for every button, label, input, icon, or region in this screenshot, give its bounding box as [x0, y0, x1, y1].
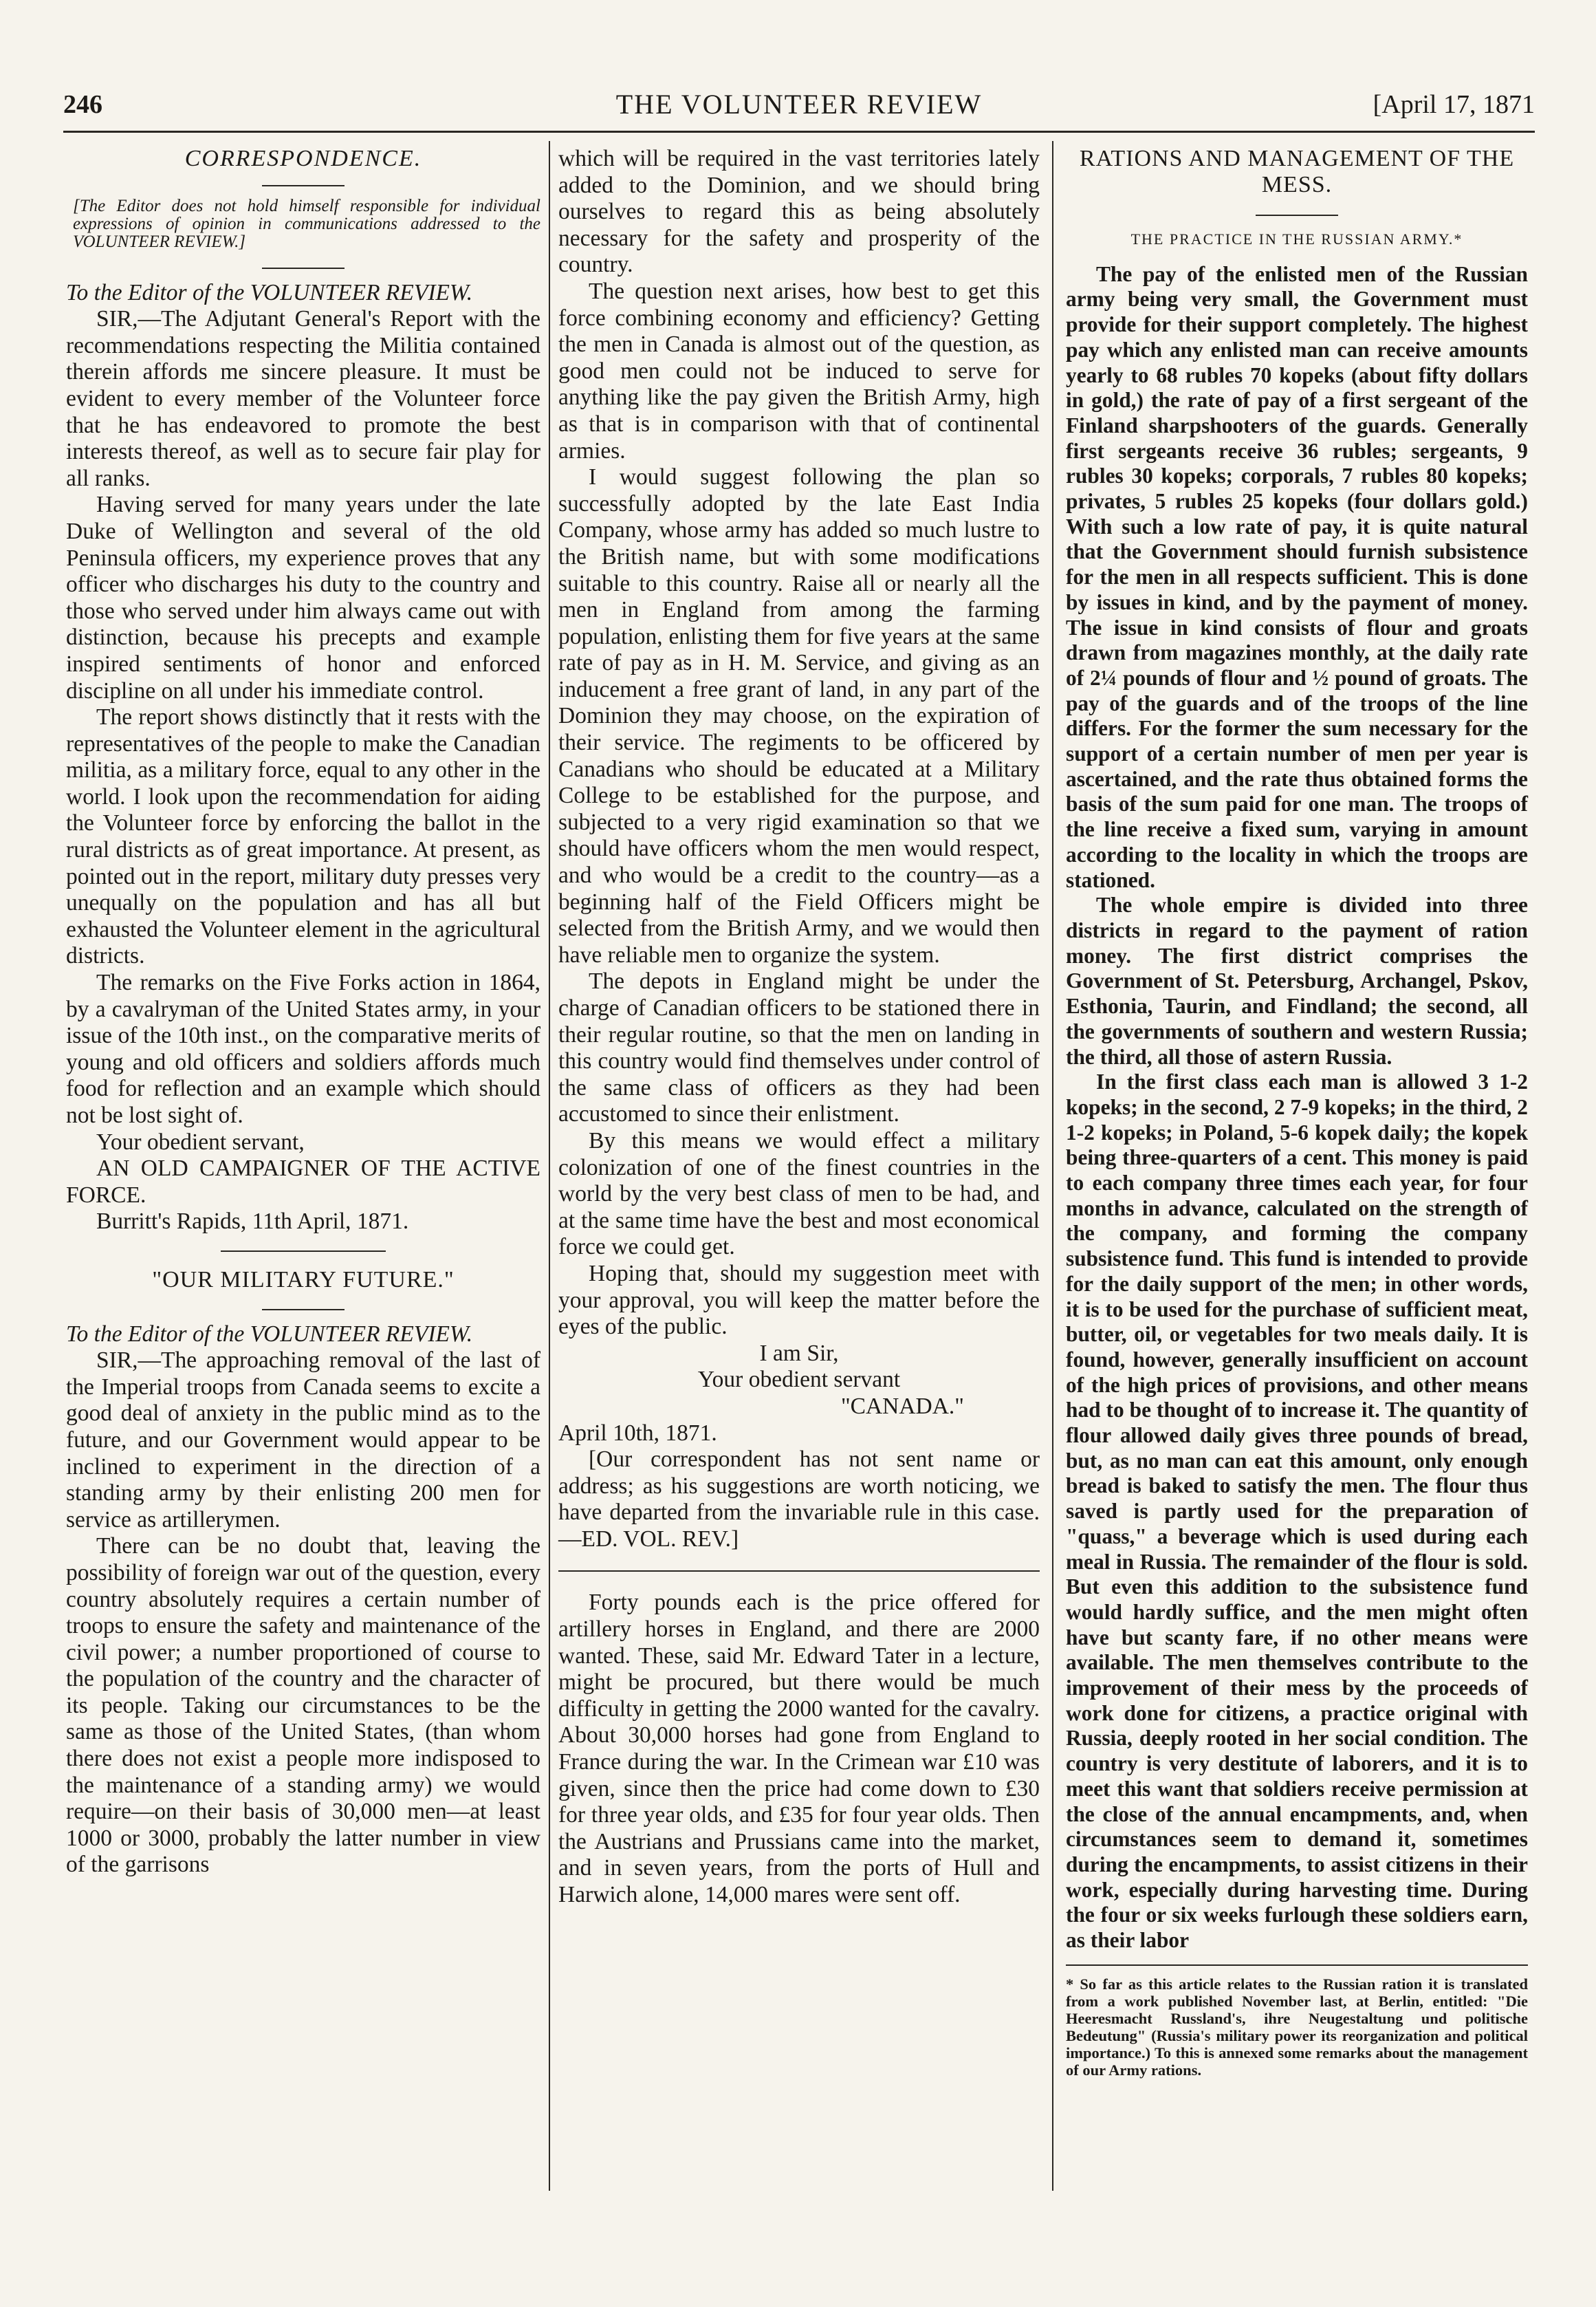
editor-note: [Our correspondent has not sent name or address; as his suggestions are worth noticing, we have departed from the invariable rule in this case.—ED. VOL. REV.]	[558, 1447, 1040, 1552]
title-rule	[262, 185, 345, 186]
letter1-signature: AN OLD CAMPAIGNER OF THE ACTIVE FORCE.	[66, 1156, 540, 1208]
column-3	[1066, 146, 1528, 2079]
article-rule	[221, 1250, 386, 1252]
header-rule	[63, 131, 1535, 133]
letter1-paragraph: The remarks on the Five Forks action in 1864, by a cavalryman of the United States army, in your issue of the 10th inst., on the comparative merits of young and old officers and soldiers affords much food for reflection and an example which should not be lost sight of.	[66, 970, 540, 1128]
letter1-paragraph: The report shows distinctly that it rests with the representatives of the people to make the Canadian militia, as a military force, equal to any other in the world. I look upon the recommendation for aiding the Volunteer force by enforcing the ballot in the rural districts as of great importance. At present, as pointed out in the report, military duty presses very unequally on the population and has all but exhausted the Volunteer element in the agricultural districts.	[66, 704, 540, 969]
editor-disclaimer: [The Editor does not hold himself responsible for individual expressions of opinion in communications addressed to the VOLUNTEER REVIEW.]	[73, 196, 540, 251]
letter2-paragraph: By this means we would effect a military colonization of one of the finest countries in the world by the very best class of men to be had, and at the same time have the best and most economical force we could get.	[558, 1127, 1040, 1260]
letter2-closing: Your obedient servant	[697, 1367, 901, 1393]
footnote-rule	[1066, 1964, 1528, 1966]
letter2-paragraph: The depots in England might be under the charge of Canadian officers to be stationed there in their regular routine, so that the men on landing in this country would find themselves under control of the same class of officers as they had been accustomed to since their enlistment.	[558, 968, 1040, 1127]
rations-article-title: RATIONS AND MANAGEMENT OF THE MESS.	[1079, 146, 1515, 197]
page-number: 246	[63, 90, 102, 119]
issue-date: [April 17, 1871	[1373, 90, 1535, 119]
section-title-correspondence: CORRESPONDENCE.	[184, 146, 422, 171]
footnote: * So far as this article relates to the Russian ration it is translated from a work published November last, at Berlin, entitled: "Die Heeresmacht Russland's, ihre Neugestaltung und politische Bedeutung" (Russia's military power its reorganization and political importance.) To this is annexed some remarks about the management of our Army rations.	[1066, 1975, 1528, 2079]
letter2-continuation: which will be required in the vast territories lately added to the Dominion, and we should bring ourselves to regard this as being absolutely necessary for the safety and prosperity of the country.	[558, 146, 1040, 278]
rations-paragraph: The pay of the enlisted men of the Russian army being very small, the Government must provide for their support completely. The highest pay which any enlisted man can receive amounts yearly to 68 rubles 70 kopeks (about fifty dollars in gold,) the rate of pay of a first sergeant of the Finland sharpshooters of the guards. Generally first sergeants receive 36 rubles; sergeants, 9 rubles 30 kopeks; corporals, 7 rubles 80 kopeks; privates, 5 rubles 25 kopeks (four dollars gold.) With such a low rate of pay, it is quite natural that the Government should furnish subsistence for the men in all respects sufficient. This is done by issues in kind, and by the payment of money. The issue in kind consists of flour and groats drawn from magazines monthly, at the daily rate of 2¼ pounds of flour and ½ pound of groats. The pay of the guards and of the troops of the line differs. For the former the sum necessary for the support of a certain number of men per year is ascertained, and the rate thus obtained forms the basis of the sum paid for one man. The troops of the line receive a fixed sum, varying in amount according to the locality in which the troops are stationed.	[1066, 261, 1528, 892]
title-rule	[1256, 215, 1338, 216]
letter2-closing: I am Sir,	[759, 1340, 839, 1366]
journal-title: THE VOLUNTEER REVIEW	[615, 89, 983, 120]
column-divider-2	[1052, 141, 1053, 2191]
article-rule	[558, 1570, 1040, 1572]
title-rule	[262, 1309, 345, 1310]
horses-paragraph: Forty pounds each is the price offered for artillery horses in England, and there are 2000 wanted. These, said Mr. Edward Tater in a lecture, might be procured, but there would be much difficulty in getting the 2000 wanted for the cavalry. About 30,000 horses had gone from England to France during the war. In the Crimean war £10 was given, since then the price had come down to £30 for three year olds, and £35 for four year olds. Then the Austrians and Prussians came into the market, and in seven years, from the ports of Hull and Harwich alone, 14,000 mares were sent off.	[558, 1590, 1040, 1907]
letter2-date: April 10th, 1871.	[558, 1420, 717, 1446]
letter1-place-date: Burritt's Rapids, 11th April, 1871.	[96, 1209, 409, 1235]
rations-article-subtitle: THE PRACTICE IN THE RUSSIAN ARMY.*	[1130, 230, 1463, 248]
letter2-paragraph: There can be no doubt that, leaving the possibility of foreign war out of the question, every country absolutely requires a certain number of troops to ensure the safety and maintenance of the civil power; a number proportioned of course to the population of the country and the character of its people. Taking our circumstances to be the same as those of the United States, (than whom there does not exist a people more indisposed to the maintenance of a standing army) we would require—on their basis of 30,000 men—at least 1000 or 3000, probably the latter number in view of the garrisons	[66, 1533, 540, 1878]
letter2-signature: "CANADA."	[840, 1393, 964, 1419]
letter2-paragraph: SIR,—The approaching removal of the last of the Imperial troops from Canada seems to excite a good deal of anxiety in the public mind as to the future, and our Government would appear to be inclined to experiment in the direction of a standing army by their enlisting 200 men for service as artillerymen.	[66, 1347, 540, 1532]
letter1-paragraph: SIR,—The Adjutant General's Report with the recommendations respecting the Militia contained therein affords me sincere pleasure. It must be evident to every member of the Volunteer force that he has endeavored to promote the best interests thereof, as well as to secure fair play for all ranks.	[66, 306, 540, 491]
rations-paragraph: The whole empire is divided into three districts in regard to the payment of ration money. The first district comprises the Government of St. Petersburg, Archangel, Pskov, Esthonia, Taurin, and Findland; the second, all the governments of southern and western Russia; the third, all those of astern Russia.	[1066, 893, 1528, 1069]
disclaimer-rule	[262, 268, 345, 269]
letter2-title: "OUR MILITARY FUTURE."	[152, 1266, 455, 1292]
letter1-paragraph: Having served for many years under the late Duke of Wellington and several of the old Peninsula officers, my experience proves that any officer who discharges his duty to the country and those who served under him always came out with distinction, because his precepts and example inspired sentiments of honor and enforced discipline on all under his immediate control.	[66, 492, 540, 704]
column-1	[66, 146, 540, 1878]
letter2-paragraph: I would suggest following the plan so successfully adopted by the late East India Company, whose army has added so much lustre to the British name, but with some modifications suitable to this country. Raise all or nearly all the men in England from among the farming population, enlisting them for five years at the same rate of pay as in H. M. Service, and giving as an inducement a free grant of land, in any part of the Dominion they may choose, on the expiration of their service. The regiments to be officered by Canadians who should be educated at a Military College to be established for the purpose, and subjected to a very rigid examination so that we should have officers whom the men would respect, and who would be a credit to the country—as a beginning half of the Field Officers might be selected from the British Army, and we would then have reliable men to organize the system.	[558, 464, 1040, 968]
letter1-closing: Your obedient servant,	[96, 1129, 305, 1155]
rations-paragraph: In the first class each man is allowed 3 1-2 kopeks; in the second, 2 7-9 kopeks; in the third, 2 1-2 kopeks; in Poland, 5-6 kopek daily; the kopek being three-quarters of a cent. This money is paid to each company three times each year, for four months in advance, calculated on the strength of the company, and forming the company subsistence fund. This fund is intended to provide for the daily support of the men; in other words, it is to be used for the purchase of sufficient meat, butter, oil, or vegetables for two meals daily. It is found, however, generally insufficient on account of the high prices of provisions, and other means had to be thought of to increase it. The quantity of flour allowed daily gives three pounds of bread, but, as no man can eat this amount, only enough bread is baked to satisfy the men. The flour thus saved is partly used for the preparation of "quass," a beverage which is used during each meal in Russia. The remainder of the flour is sold. But even this addition to the subsistence fund would hardly suffice, and the men might often have but scanty fare, if no other means were available. The men themselves contribute to the improvement of their mess by the proceeds of work done for citizens, a practice original with Russia, deeply rooted in her social condition. The country is very destitute of laborers, and it is to meet this want that soldiers receive permission at the close of the annual encampments, and, when circumstances seem to demand it, sometimes during the encampments, to assist citizens in their work, especially during harvesting time. During the four or six weeks furlough these soldiers earn, as their labor	[1066, 1070, 1528, 1953]
letter2-salutation: To the Editor of the VOLUNTEER REVIEW.	[66, 1321, 473, 1347]
column-2	[558, 146, 1040, 1909]
letter2-paragraph: The question next arises, how best to get this force combining economy and efficiency? Getting the men in Canada is almost out of the question, as good men could not be induced to serve for anything like the pay given the British Army, high as that is in comparison with that of continental armies.	[558, 278, 1040, 464]
letter1-salutation: To the Editor of the VOLUNTEER REVIEW.	[66, 279, 473, 305]
column-divider-1	[549, 141, 550, 2191]
page-header	[63, 81, 1535, 129]
letter2-paragraph: Hoping that, should my suggestion meet with your approval, you will keep the matter before the eyes of the public.	[558, 1260, 1040, 1340]
